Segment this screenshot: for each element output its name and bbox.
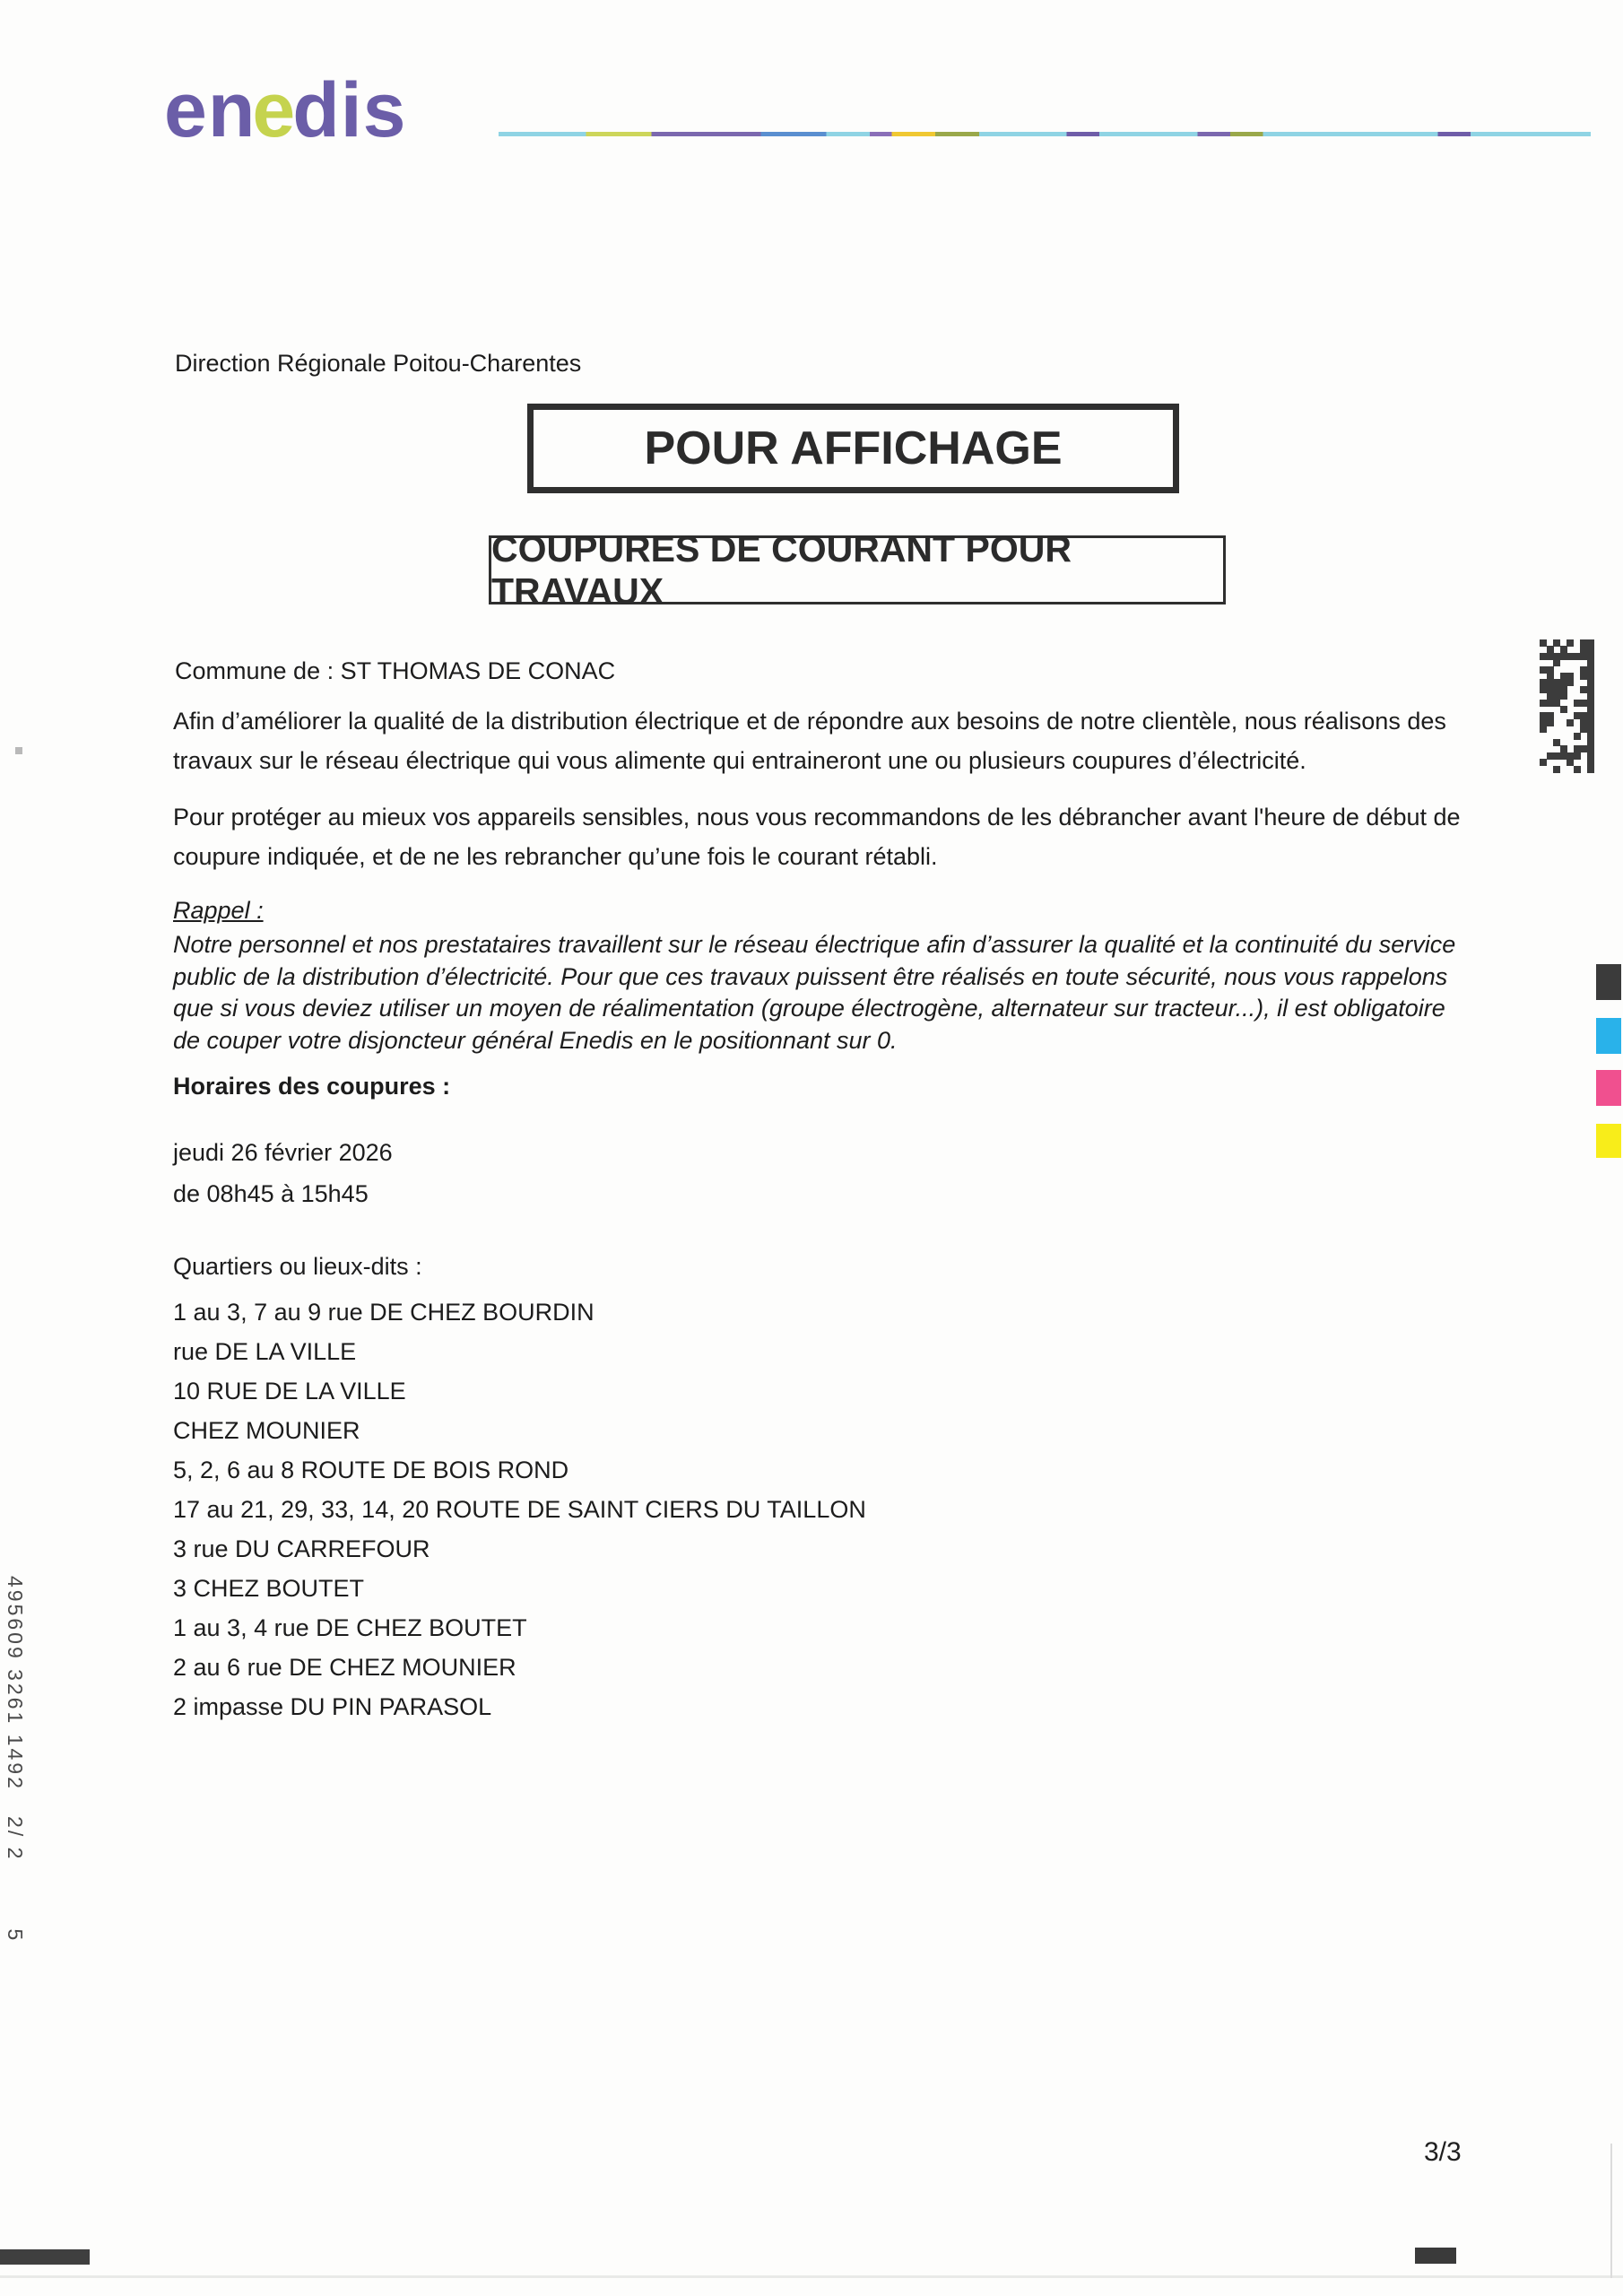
print-swatch-yellow <box>1596 1124 1621 1158</box>
street-list-item: 17 au 21, 29, 33, 14, 20 ROUTE DE SAINT CIERS DU TAILLON <box>173 1496 866 1523</box>
street-list-item: 3 CHEZ BOUTET <box>173 1575 365 1602</box>
rappel-paragraph: Notre personnel et nos prestataires travaillent sur le réseau électrique afin d’assurer la qualité et la continuité du service public de la distribution d’électricité. Pour que ces travaux puissent être réalisés en toute sécurité, nous vous rappelons que si vous deviez utiliser un moyen de réalimentation (groupe électrogène, alternateur sur tracteur...), il est obligatoire de couper votre disjoncteur général Enedis en le positionnant sur 0. <box>173 931 1456 1054</box>
street-list-item: 1 au 3, 4 rue DE CHEZ BOUTET <box>173 1614 527 1641</box>
horaires-heading: Horaires des coupures : <box>173 1073 451 1100</box>
page-number: 3/3 <box>1424 2137 1462 2167</box>
street-list-item: 3 rue DU CARREFOUR <box>173 1535 430 1562</box>
paragraph-unplug-advice: Pour protéger au mieux vos appareils sensibles, nous vous recommandons de les débrancher avant l'heure de début de coupure indiquée, et de ne les rebrancher qu’une fois le courant rétabli. <box>173 804 1461 870</box>
print-registration-bar-right <box>1415 2248 1456 2264</box>
quartiers-heading: Quartiers ou lieux-dits : <box>173 1253 422 1280</box>
street-list-item: rue DE LA VILLE <box>173 1338 357 1365</box>
outage-date: jeudi 26 février 2026 <box>173 1139 393 1166</box>
rappel-label: Rappel : <box>173 897 264 924</box>
street-list-item: 2 au 6 rue DE CHEZ MOUNIER <box>173 1654 516 1681</box>
datamatrix-barcode <box>1540 639 1593 772</box>
scan-page-edge <box>1610 2144 1612 2278</box>
enedis-logo-text-purple1: en <box>164 67 256 153</box>
print-swatch-black <box>1596 964 1621 1000</box>
print-job-code-vertical: 495609 3261 1492 2/ 2 5 <box>4 1576 27 1944</box>
enedis-logo <box>164 67 407 153</box>
affichage-banner-box <box>527 404 1179 493</box>
street-list-item: 2 impasse DU PIN PARASOL <box>173 1693 492 1720</box>
print-swatch-magenta <box>1596 1070 1621 1106</box>
region-line: Direction Régionale Poitou-Charentes <box>175 350 582 377</box>
street-list-item: 5, 2, 6 au 8 ROUTE DE BOIS ROND <box>173 1457 569 1483</box>
print-registration-bar-left <box>0 2249 90 2265</box>
street-list <box>173 1292 866 1726</box>
paragraph-works-notice: Afin d’améliorer la qualité de la distribution électrique et de répondre aux besoins de notre clientèle, nous réalisons des travaux sur le réseau électrique qui vous alimente qui entraineront une ou plusieurs coupures d’électricité. <box>173 708 1446 774</box>
commune-line: Commune de : ST THOMAS DE CONAC <box>175 657 616 684</box>
scan-artifact-dot <box>15 747 22 754</box>
street-list-item: CHEZ MOUNIER <box>173 1417 360 1444</box>
coupures-banner-text: COUPURES DE COURANT POUR TRAVAUX <box>491 527 1072 612</box>
affichage-banner-text: POUR AFFICHAGE <box>644 422 1063 474</box>
street-list-item: 1 au 3, 7 au 9 rue DE CHEZ BOURDIN <box>173 1299 595 1326</box>
scan-edge-line <box>0 2275 1623 2278</box>
print-swatch-cyan <box>1596 1018 1621 1054</box>
enedis-logo-text-green: e <box>252 67 297 153</box>
header-color-rule <box>499 132 1591 136</box>
enedis-logo-text-purple2: dis <box>292 67 407 153</box>
coupures-banner-box <box>489 527 1226 612</box>
outage-time-range: de 08h45 à 15h45 <box>173 1180 369 1207</box>
street-list-item: 10 RUE DE LA VILLE <box>173 1378 406 1405</box>
